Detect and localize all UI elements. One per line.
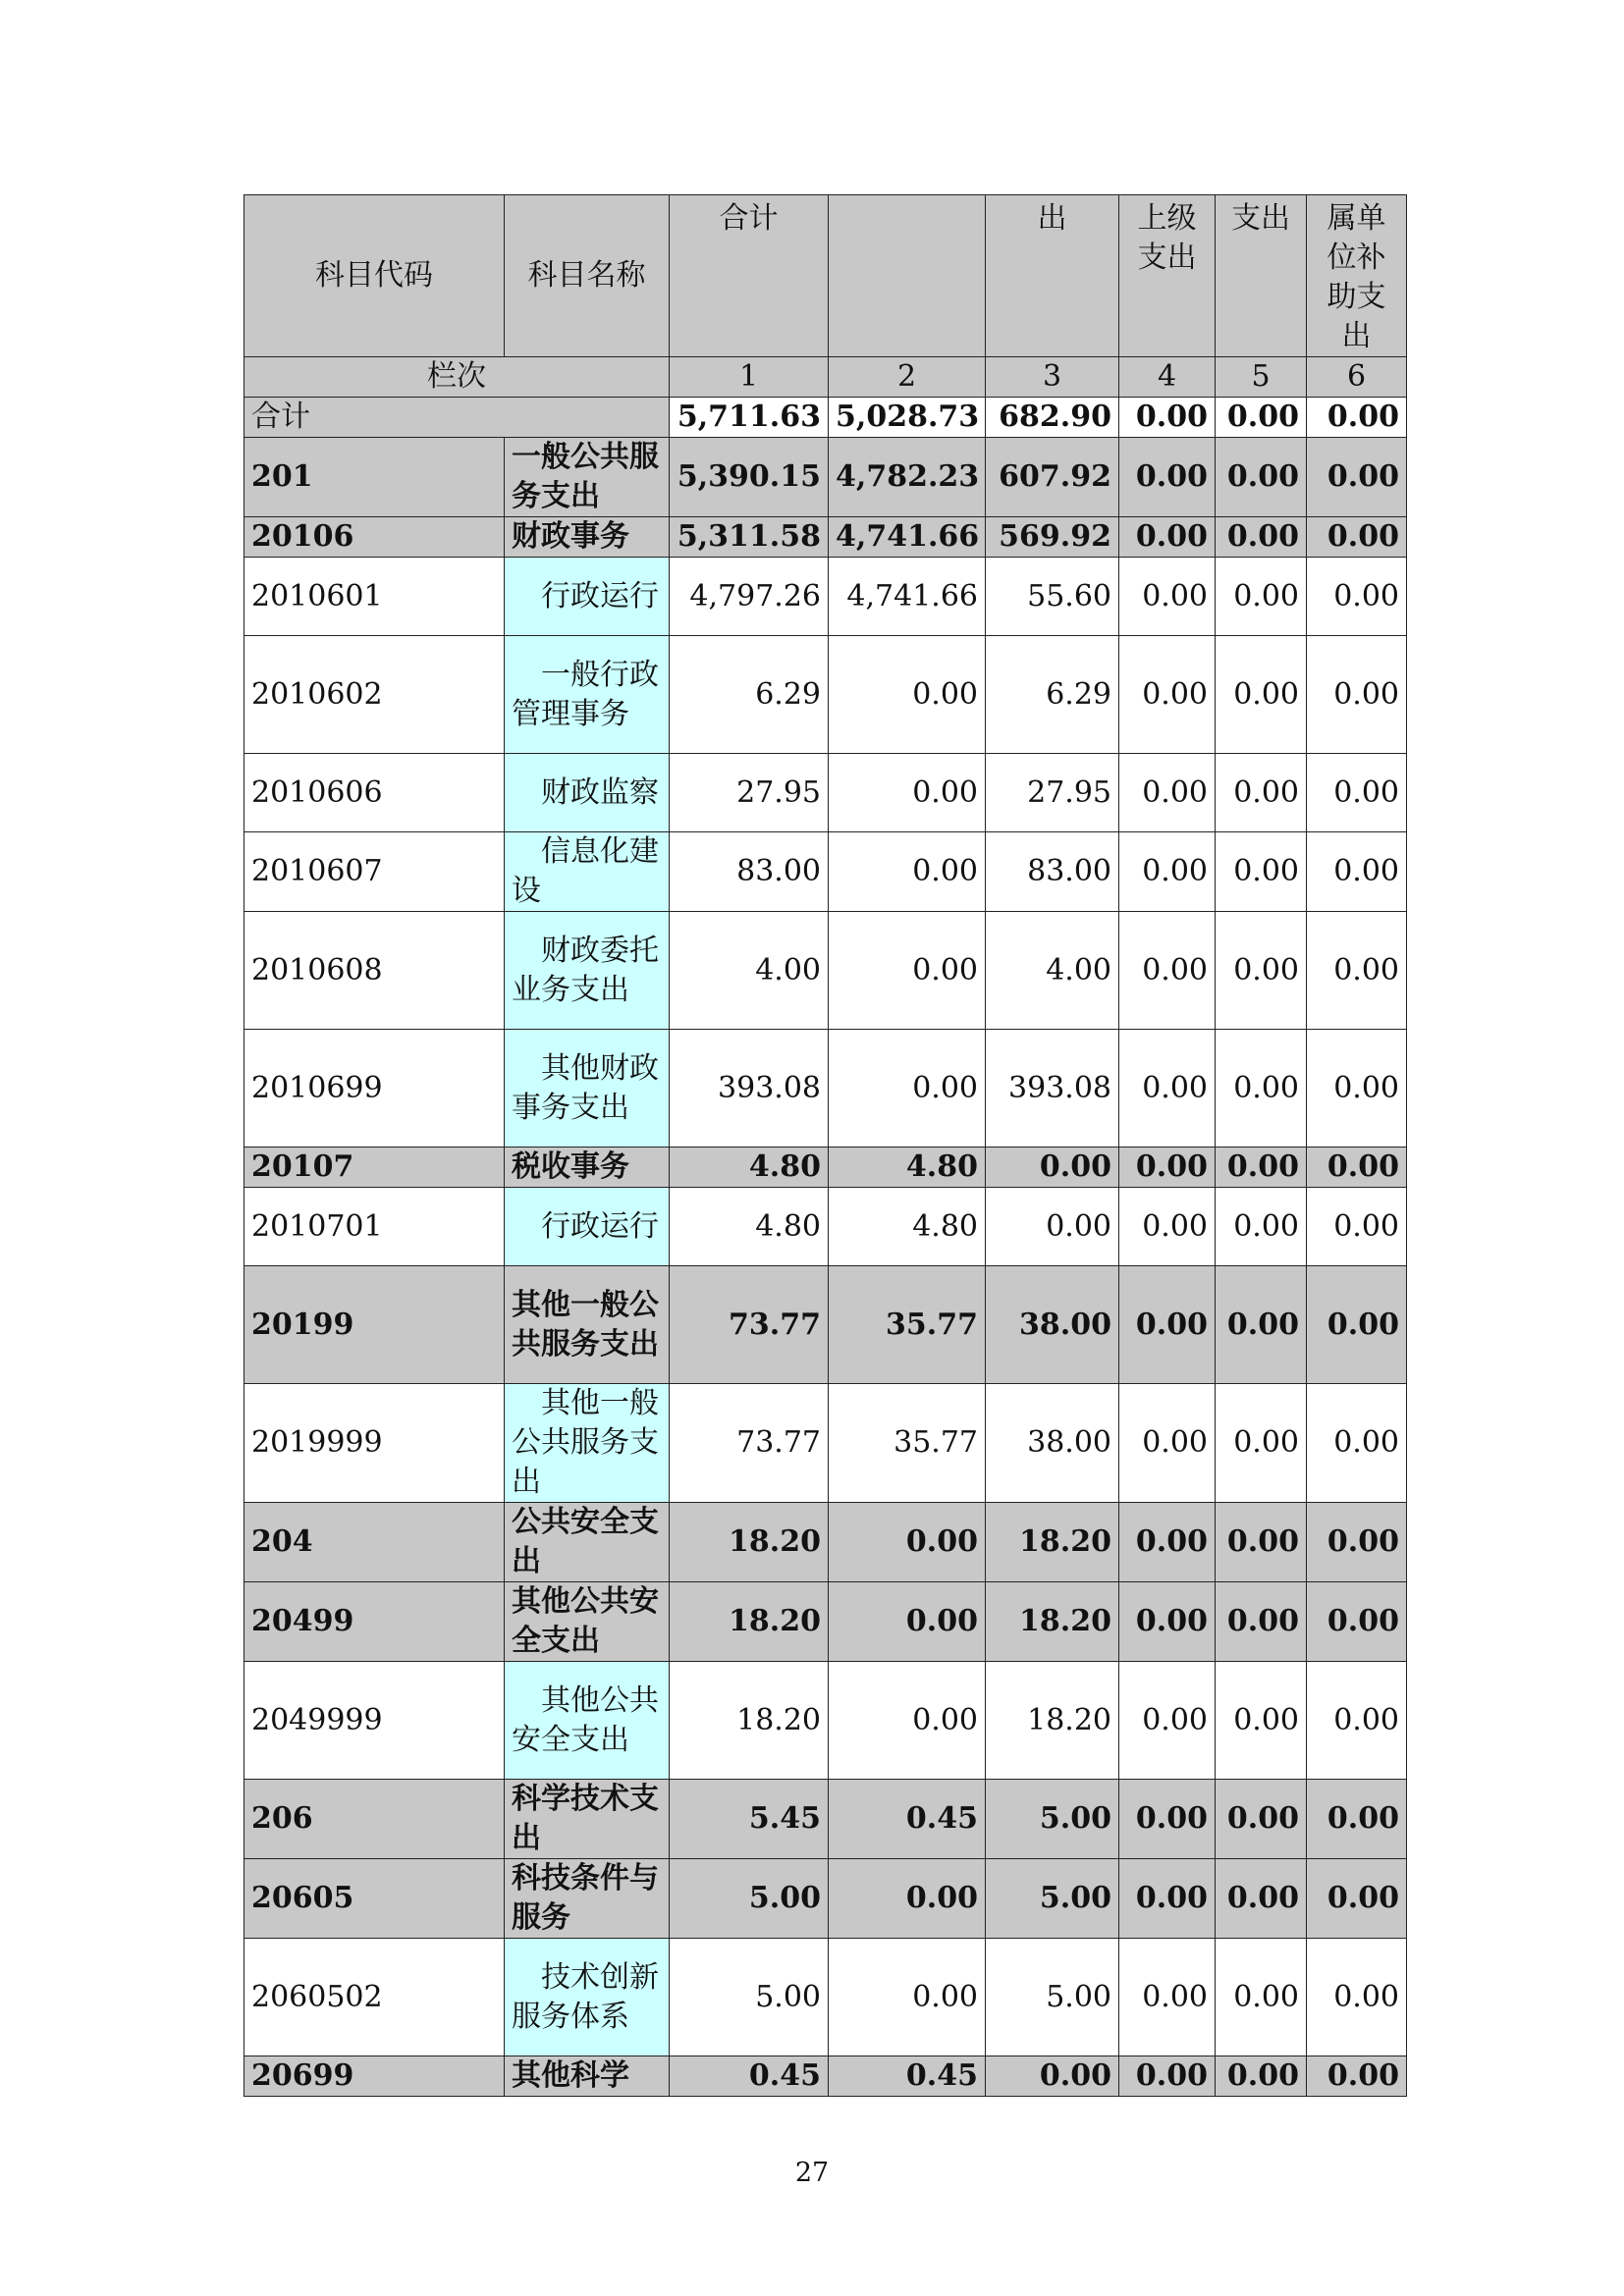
row-value: 0.00 — [1216, 1780, 1307, 1859]
row-value: 0.00 — [1307, 754, 1407, 832]
table-row — [244, 1030, 1407, 1148]
row-value: 18.20 — [670, 1662, 829, 1780]
total-label: 合计 — [244, 398, 670, 438]
row-value: 0.00 — [986, 1188, 1119, 1266]
row-value: 0.00 — [1119, 558, 1216, 636]
row-value: 0.00 — [1119, 1503, 1216, 1582]
row-value: 4,782.23 — [829, 438, 986, 517]
row-value: 73.77 — [670, 1266, 829, 1384]
row-value: 0.00 — [1307, 1188, 1407, 1266]
total-value: 0.00 — [1216, 398, 1307, 438]
row-value: 0.00 — [1119, 517, 1216, 558]
row-value: 0.00 — [1119, 912, 1216, 1030]
row-value: 83.00 — [670, 832, 829, 912]
column-number-row — [244, 357, 1407, 398]
row-value: 0.00 — [1216, 754, 1307, 832]
row-name: 行政运行 — [505, 1188, 670, 1266]
budget-table-sheet — [244, 194, 1407, 2097]
row-value: 0.00 — [1307, 1148, 1407, 1188]
table-row — [244, 558, 1407, 636]
row-value: 0.00 — [829, 1503, 986, 1582]
row-value: 0.00 — [1119, 438, 1216, 517]
row-value: 5,390.15 — [670, 438, 829, 517]
table-row — [244, 1939, 1407, 2056]
col-number: 5 — [1216, 357, 1307, 398]
table-row — [244, 1384, 1407, 1503]
table-row — [244, 517, 1407, 558]
header-code: 科目代码 — [244, 195, 505, 357]
row-value: 0.00 — [1119, 2056, 1216, 2097]
row-value: 35.77 — [829, 1384, 986, 1503]
row-value: 0.00 — [1119, 1384, 1216, 1503]
row-value: 0.00 — [1216, 1030, 1307, 1148]
row-value: 0.00 — [1307, 912, 1407, 1030]
row-code: 206 — [244, 1780, 505, 1859]
row-code: 20106 — [244, 517, 505, 558]
row-code: 201 — [244, 438, 505, 517]
header-col5: 支出 — [1216, 195, 1307, 357]
row-name: 行政运行 — [505, 558, 670, 636]
row-value: 0.00 — [829, 754, 986, 832]
row-value: 5.00 — [670, 1939, 829, 2056]
row-name: 财政委托业务支出 — [505, 912, 670, 1030]
row-value: 0.00 — [1216, 1384, 1307, 1503]
row-value: 4,797.26 — [670, 558, 829, 636]
row-value: 0.00 — [1307, 1266, 1407, 1384]
row-value: 6.29 — [986, 636, 1119, 754]
row-value: 0.00 — [1216, 1188, 1307, 1266]
header-name: 科目名称 — [505, 195, 670, 357]
row-name: 科技条件与服务 — [505, 1859, 670, 1939]
row-value: 0.00 — [1119, 1266, 1216, 1384]
row-value: 607.92 — [986, 438, 1119, 517]
row-value: 0.00 — [1216, 1582, 1307, 1662]
row-value: 5.00 — [986, 1859, 1119, 1939]
row-value: 0.00 — [1307, 832, 1407, 912]
row-value: 0.00 — [986, 1148, 1119, 1188]
row-value: 0.00 — [1119, 1030, 1216, 1148]
row-value: 73.77 — [670, 1384, 829, 1503]
row-value: 0.00 — [1216, 438, 1307, 517]
row-value: 0.00 — [1307, 636, 1407, 754]
row-value: 0.00 — [1216, 636, 1307, 754]
total-value: 0.00 — [1119, 398, 1216, 438]
col-number: 6 — [1307, 357, 1407, 398]
header-col1: 合计 — [670, 195, 829, 357]
row-value: 0.00 — [1216, 1266, 1307, 1384]
row-value: 393.08 — [670, 1030, 829, 1148]
row-value: 18.20 — [670, 1503, 829, 1582]
row-value: 0.45 — [829, 2056, 986, 2097]
total-value: 5,711.63 — [670, 398, 829, 438]
row-value: 27.95 — [986, 754, 1119, 832]
row-value: 0.00 — [829, 1859, 986, 1939]
row-value: 0.00 — [1216, 558, 1307, 636]
total-row — [244, 398, 1407, 438]
row-value: 0.00 — [1119, 1148, 1216, 1188]
row-code: 20699 — [244, 2056, 505, 2097]
row-value: 0.00 — [1307, 1859, 1407, 1939]
row-value: 83.00 — [986, 832, 1119, 912]
row-value: 569.92 — [986, 517, 1119, 558]
row-value: 0.00 — [1216, 1859, 1307, 1939]
row-value: 18.20 — [986, 1503, 1119, 1582]
row-value: 27.95 — [670, 754, 829, 832]
table-row — [244, 1859, 1407, 1939]
table-row — [244, 636, 1407, 754]
row-value: 4,741.66 — [829, 558, 986, 636]
row-label: 栏次 — [244, 357, 670, 398]
row-name: 一般行政管理事务 — [505, 636, 670, 754]
row-value: 0.00 — [829, 1030, 986, 1148]
row-name: 其他一般公共服务支出 — [505, 1266, 670, 1384]
row-name: 其他财政事务支出 — [505, 1030, 670, 1148]
row-value: 0.00 — [986, 2056, 1119, 2097]
row-value: 4.80 — [829, 1188, 986, 1266]
row-name: 财政事务 — [505, 517, 670, 558]
row-value: 0.00 — [1307, 1030, 1407, 1148]
row-value: 0.00 — [829, 1939, 986, 2056]
row-value: 5.00 — [986, 1939, 1119, 2056]
row-value: 0.00 — [1119, 832, 1216, 912]
total-value: 5,028.73 — [829, 398, 986, 438]
row-code: 2060502 — [244, 1939, 505, 2056]
row-value: 393.08 — [986, 1030, 1119, 1148]
col-number: 4 — [1119, 357, 1216, 398]
table-body — [244, 195, 1407, 2097]
row-code: 20605 — [244, 1859, 505, 1939]
row-value: 0.00 — [1216, 2056, 1307, 2097]
row-value: 55.60 — [986, 558, 1119, 636]
row-value: 18.20 — [986, 1582, 1119, 1662]
row-value: 0.00 — [1216, 517, 1307, 558]
row-value: 0.00 — [1307, 2056, 1407, 2097]
row-name: 公共安全支出 — [505, 1503, 670, 1582]
row-code: 2010602 — [244, 636, 505, 754]
table-row — [244, 1266, 1407, 1384]
row-value: 0.00 — [829, 1662, 986, 1780]
row-value: 5.00 — [670, 1859, 829, 1939]
row-value: 4.00 — [986, 912, 1119, 1030]
row-code: 2019999 — [244, 1384, 505, 1503]
row-value: 0.00 — [1119, 636, 1216, 754]
row-code: 2010607 — [244, 832, 505, 912]
row-value: 5,311.58 — [670, 517, 829, 558]
row-code: 2010608 — [244, 912, 505, 1030]
row-value: 0.00 — [829, 912, 986, 1030]
col-number: 3 — [986, 357, 1119, 398]
row-value: 0.00 — [1216, 912, 1307, 1030]
total-value: 0.00 — [1307, 398, 1407, 438]
budget-table — [244, 194, 1407, 2097]
table-row — [244, 1582, 1407, 1662]
row-value: 0.00 — [1307, 1384, 1407, 1503]
row-value: 0.00 — [1216, 1939, 1307, 2056]
row-value: 18.20 — [670, 1582, 829, 1662]
row-code: 2010701 — [244, 1188, 505, 1266]
row-value: 0.00 — [829, 636, 986, 754]
row-code: 2049999 — [244, 1662, 505, 1780]
row-name: 其他一般公共服务支出 — [505, 1384, 670, 1503]
row-value: 4.80 — [670, 1148, 829, 1188]
table-row — [244, 1662, 1407, 1780]
row-name: 财政监察 — [505, 754, 670, 832]
row-value: 0.00 — [1119, 754, 1216, 832]
row-name: 科学技术支出 — [505, 1780, 670, 1859]
table-row — [244, 2056, 1407, 2097]
row-value: 6.29 — [670, 636, 829, 754]
table-row — [244, 1188, 1407, 1266]
row-code: 20107 — [244, 1148, 505, 1188]
row-name: 一般公共服务支出 — [505, 438, 670, 517]
row-code: 204 — [244, 1503, 505, 1582]
table-row — [244, 832, 1407, 912]
row-name: 技术创新服务体系 — [505, 1939, 670, 2056]
row-code: 2010606 — [244, 754, 505, 832]
row-value: 0.00 — [829, 832, 986, 912]
header-col2 — [829, 195, 986, 357]
total-value: 682.90 — [986, 398, 1119, 438]
row-value: 4.80 — [829, 1148, 986, 1188]
row-value: 0.00 — [1119, 1662, 1216, 1780]
row-value: 18.20 — [986, 1662, 1119, 1780]
table-row — [244, 1148, 1407, 1188]
row-value: 0.00 — [829, 1582, 986, 1662]
row-value: 0.00 — [1307, 1582, 1407, 1662]
row-value: 38.00 — [986, 1384, 1119, 1503]
col-number: 2 — [829, 357, 986, 398]
col-number: 1 — [670, 357, 829, 398]
row-name: 其他科学 — [505, 2056, 670, 2097]
row-value: 4.00 — [670, 912, 829, 1030]
row-value: 0.00 — [1119, 1188, 1216, 1266]
row-value: 0.00 — [1307, 1662, 1407, 1780]
row-value: 0.00 — [1119, 1859, 1216, 1939]
header-col4: 上级 支出 — [1119, 195, 1216, 357]
row-code: 20499 — [244, 1582, 505, 1662]
row-value: 0.00 — [1307, 1780, 1407, 1859]
row-value: 0.00 — [1216, 1148, 1307, 1188]
table-row — [244, 438, 1407, 517]
row-name: 其他公共安全支出 — [505, 1662, 670, 1780]
row-code: 20199 — [244, 1266, 505, 1384]
header-col3: 出 — [986, 195, 1119, 357]
row-value: 0.00 — [1216, 1662, 1307, 1780]
row-value: 0.00 — [1119, 1780, 1216, 1859]
row-value: 4.80 — [670, 1188, 829, 1266]
table-row — [244, 754, 1407, 832]
row-code: 2010699 — [244, 1030, 505, 1148]
row-value: 4,741.66 — [829, 517, 986, 558]
row-value: 0.00 — [1307, 438, 1407, 517]
row-name: 税收事务 — [505, 1148, 670, 1188]
row-value: 0.00 — [1307, 1503, 1407, 1582]
table-row — [244, 1780, 1407, 1859]
row-value: 5.00 — [986, 1780, 1119, 1859]
row-value: 0.00 — [1307, 1939, 1407, 2056]
row-value: 35.77 — [829, 1266, 986, 1384]
row-value: 0.00 — [1119, 1582, 1216, 1662]
row-value: 0.00 — [1216, 1503, 1307, 1582]
row-value: 38.00 — [986, 1266, 1119, 1384]
row-name: 其他公共安全支出 — [505, 1582, 670, 1662]
header-col6: 属单 位补 助支 出 — [1307, 195, 1407, 357]
page-number: 27 — [794, 2158, 830, 2188]
table-row — [244, 1503, 1407, 1582]
row-value: 0.00 — [1307, 558, 1407, 636]
header-row — [244, 195, 1407, 357]
row-code: 2010601 — [244, 558, 505, 636]
row-name: 信息化建设 — [505, 832, 670, 912]
row-value: 5.45 — [670, 1780, 829, 1859]
row-value: 0.45 — [829, 1780, 986, 1859]
table-row — [244, 912, 1407, 1030]
row-value: 0.45 — [670, 2056, 829, 2097]
row-value: 0.00 — [1119, 1939, 1216, 2056]
row-value: 0.00 — [1216, 832, 1307, 912]
row-value: 0.00 — [1307, 517, 1407, 558]
